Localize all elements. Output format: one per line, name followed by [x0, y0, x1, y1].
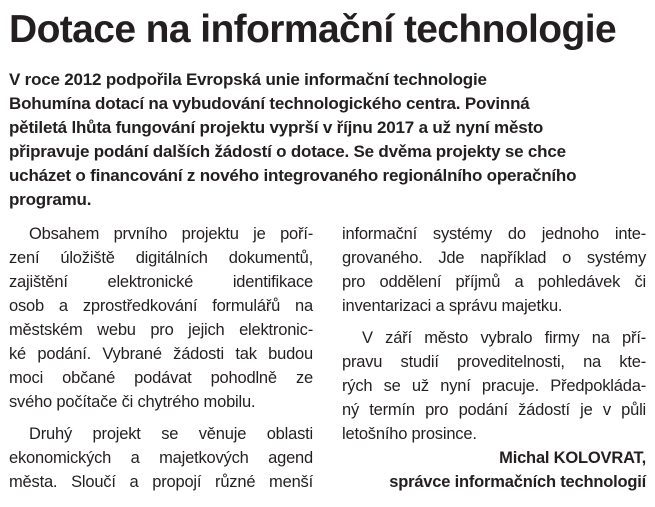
paragraph — [9, 222, 313, 414]
lead-line: programu. — [9, 190, 92, 209]
text-line: pro oddělení příjmů a pohledávek či — [342, 273, 646, 291]
text-line: městském webu pro jejich elektronic- — [9, 321, 313, 339]
paragraph — [342, 222, 646, 318]
text-line: V září město vybralo firmy na pří- — [362, 329, 646, 347]
paragraph-gap — [342, 318, 646, 326]
text-line: zení úložiště digitálních dokumentů, — [9, 249, 313, 267]
text-line: inventarizaci a správu majetku. — [342, 297, 563, 315]
author-name: Michal KOLOVRAT, — [499, 449, 646, 467]
paragraph-gap — [9, 414, 313, 422]
text-line: informační systémy do jednoho inte- — [342, 225, 646, 243]
paragraph — [342, 326, 646, 446]
article-headline: Dotace na informační technologie — [9, 8, 617, 51]
text-line: grovaného. Jde například o systémy — [342, 249, 646, 267]
text-line: ké podání. Vybrané žádosti tak budou — [9, 345, 313, 363]
lead-line: pětiletá lhůta fungování projektu vyprší v říjnu 2017 a už nyní město — [9, 118, 544, 137]
text-line: moci občané podávat pohodlně ze — [9, 369, 313, 387]
text-line: ný termín pro podání žádostí je v půli — [342, 401, 646, 419]
lead-line: Bohumína dotací na vybudování technologického centra. Povinná — [9, 94, 530, 113]
body-column-right — [342, 222, 646, 494]
text-line: svého počítače či chytrého mobilu. — [9, 393, 256, 411]
text-line: letošního prosince. — [342, 425, 477, 443]
text-line: rých se už nyní pracuje. Předpokláda- — [342, 377, 646, 395]
text-line: zajištění elektronické identifikace — [9, 273, 313, 291]
text-line: pravu studií proveditelnosti, na kte- — [342, 353, 646, 371]
lead-line: připravuje podání dalších žádostí o dotace. Se dvěma projekty se chce — [9, 142, 566, 161]
text-line: Obsahem prvního projektu je poří- — [29, 225, 313, 243]
text-line: Druhý projekt se věnuje oblasti — [29, 425, 313, 443]
body-column-left — [9, 222, 313, 494]
text-line: ekonomických a majetkových agend — [9, 449, 313, 467]
lead-line: ucházet o financování z nového integrovaného regionálního operačního — [9, 166, 577, 185]
text-line: města. Sloučí a propojí různé menší — [9, 473, 313, 491]
author-role: správce informačních technologií — [389, 473, 646, 491]
lead-line: V roce 2012 podpořila Evropská unie informační technologie — [9, 70, 487, 89]
article-lead — [9, 68, 649, 212]
paragraph — [9, 422, 313, 494]
text-line: osob a zprostředkování formulářů na — [9, 297, 313, 315]
